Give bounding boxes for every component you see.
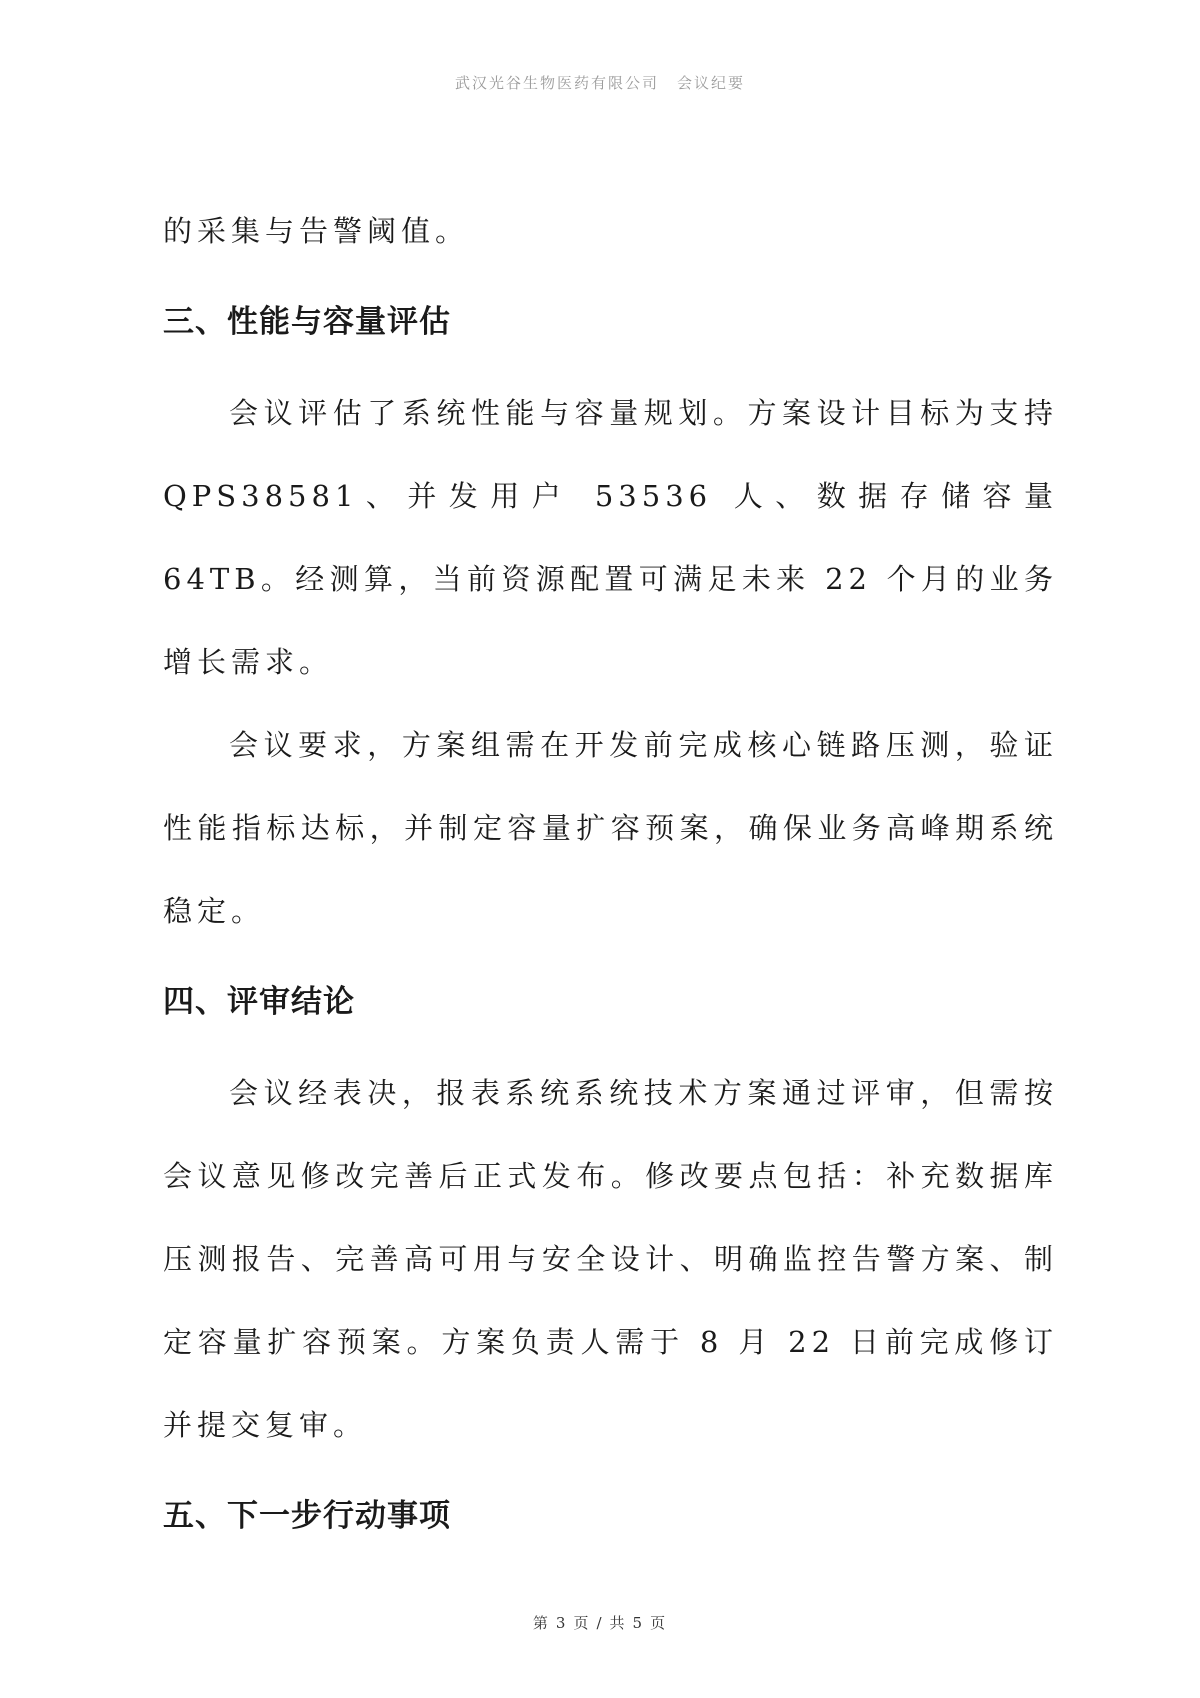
section-3-paragraph-2: 会议要求，方案组需在开发前完成核心链路压测，验证性能指标达标，并制定容量扩容预案，确保业务高峰期系统稳定。 (163, 728, 1058, 928)
footer-total-unit: 页 (650, 1614, 668, 1632)
section-heading-3: 三、性能与容量评估 (163, 304, 451, 340)
footer-divider: / (596, 1614, 604, 1632)
footer-total-pages: 5 (632, 1614, 645, 1632)
section-heading-5: 五、下一步行动事项 (163, 1498, 451, 1534)
section-3-paragraph-1: 会议评估了系统性能与容量规划。方案设计目标为支持QPS38581、并发用户 53536 人、数据存储容量 64TB。经测算，当前资源配置可满足未来 22 个月的业务增长需求。 (163, 396, 1058, 679)
page-footer (0, 1612, 1200, 1633)
continuation-paragraph: 的采集与告警阈值。 (163, 214, 470, 248)
page-header (0, 72, 1200, 93)
footer-page-label: 第 (532, 1614, 550, 1632)
document-body (163, 190, 1058, 1558)
header-doc-type: 会议纪要 (677, 74, 746, 92)
section-4-paragraph-1: 会议经表决，报表系统系统技术方案通过评审，但需按会议意见修改完善后正式发布。修改要点包括：补充数据库压测报告、完善高可用与安全设计、明确监控告警方案、制定容量扩容预案。方案负责人需于 8 月 22 日前完成修订并提交复审。 (163, 1076, 1058, 1442)
footer-page-number: 3 (555, 1614, 568, 1632)
header-company: 武汉光谷生物医药有限公司 (454, 74, 659, 92)
section-heading-4: 四、评审结论 (163, 984, 355, 1020)
footer-total-label: 共 (609, 1614, 627, 1632)
footer-page-unit: 页 (573, 1614, 591, 1632)
